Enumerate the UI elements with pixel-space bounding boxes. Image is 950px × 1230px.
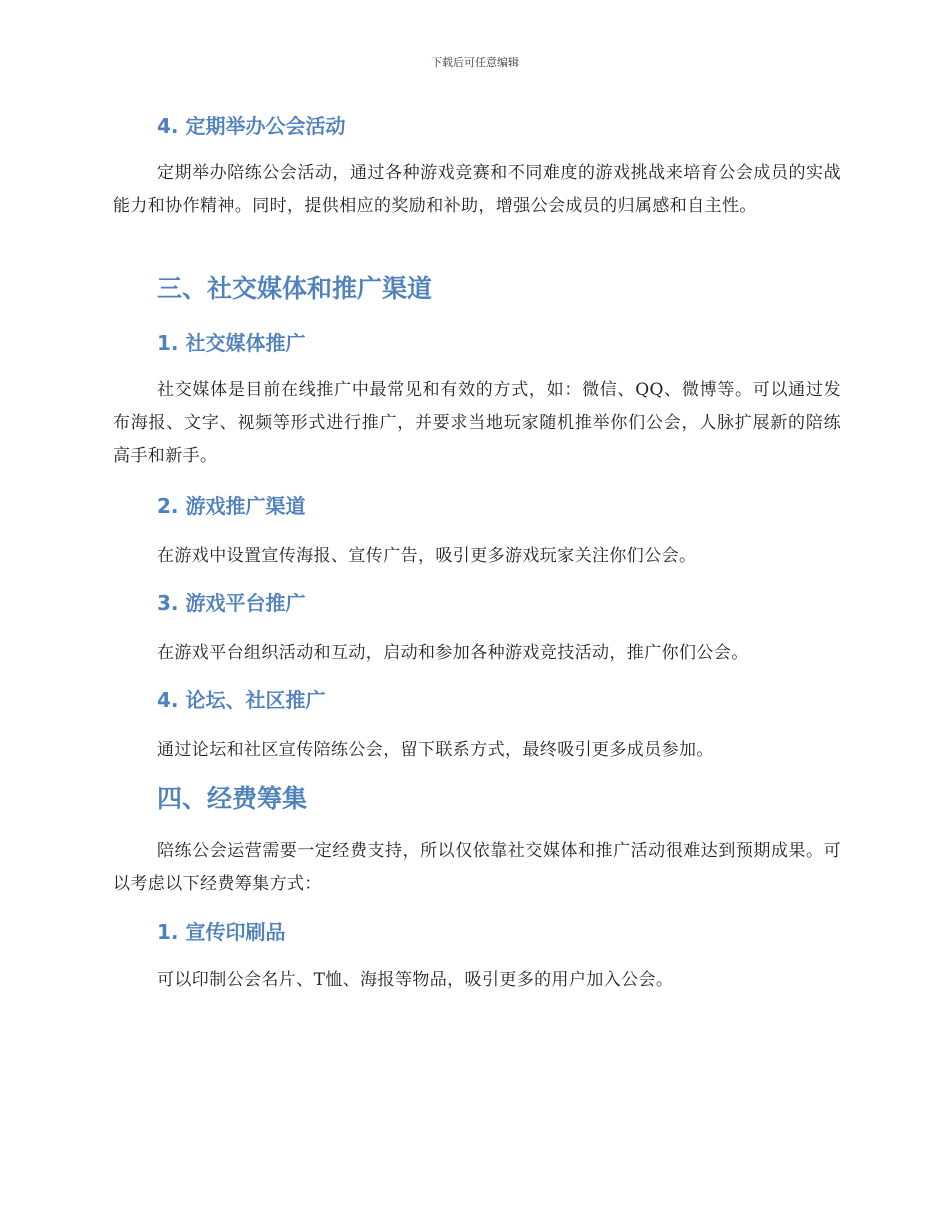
paragraph-printed-materials: 可以印制公会名片、T恤、海报等物品，吸引更多的用户加入公会。 xyxy=(157,970,674,990)
paragraph-game-promotion-channel: 在游戏中设置宣传海报、宣传广告，吸引更多游戏玩家关注你们公会。 xyxy=(157,546,697,566)
heading-funding: 四、经费筹集 xyxy=(157,784,308,813)
heading-game-platform-promotion: 3. 游戏平台推广 xyxy=(157,591,306,615)
paragraph-regular-activities: 定期举办陪练公会活动，通过各种游戏竞赛和不同难度的游戏挑战来培育公会成员的实战能力和协作精神。同时，提供相应的奖励和补助，增强公会成员的归属感和自主性。 xyxy=(113,163,841,216)
paragraph-forum-community-promotion: 通过论坛和社区宣传陪练公会，留下联系方式，最终吸引更多成员参加。 xyxy=(157,740,714,760)
heading-forum-community-promotion: 4. 论坛、社区推广 xyxy=(157,688,326,712)
heading-social-media-channels: 三、社交媒体和推广渠道 xyxy=(157,274,433,303)
heading-regular-activities: 4. 定期举办公会活动 xyxy=(157,114,346,138)
paragraph-social-media-promotion: 社交媒体是目前在线推广中最常见和有效的方式，如：微信、QQ、微博等。可以通过发布海报、文字、视频等形式进行推广，并要求当地玩家随机推举你们公会，人脉扩展新的陪练高手和新手。 xyxy=(113,380,841,466)
header-note: 下载后可任意编辑 xyxy=(431,56,519,69)
heading-social-media-promotion: 1. 社交媒体推广 xyxy=(157,331,306,355)
heading-game-promotion-channel: 2. 游戏推广渠道 xyxy=(157,494,306,518)
paragraph-funding: 陪练公会运营需要一定经费支持，所以仅依靠社交媒体和推广活动很难达到预期成果。可以考虑以下经费筹集方式： xyxy=(113,841,841,894)
paragraph-game-platform-promotion: 在游戏平台组织活动和互动，启动和参加各种游戏竞技活动，推广你们公会。 xyxy=(157,643,749,663)
heading-printed-materials: 1. 宣传印刷品 xyxy=(157,920,286,944)
